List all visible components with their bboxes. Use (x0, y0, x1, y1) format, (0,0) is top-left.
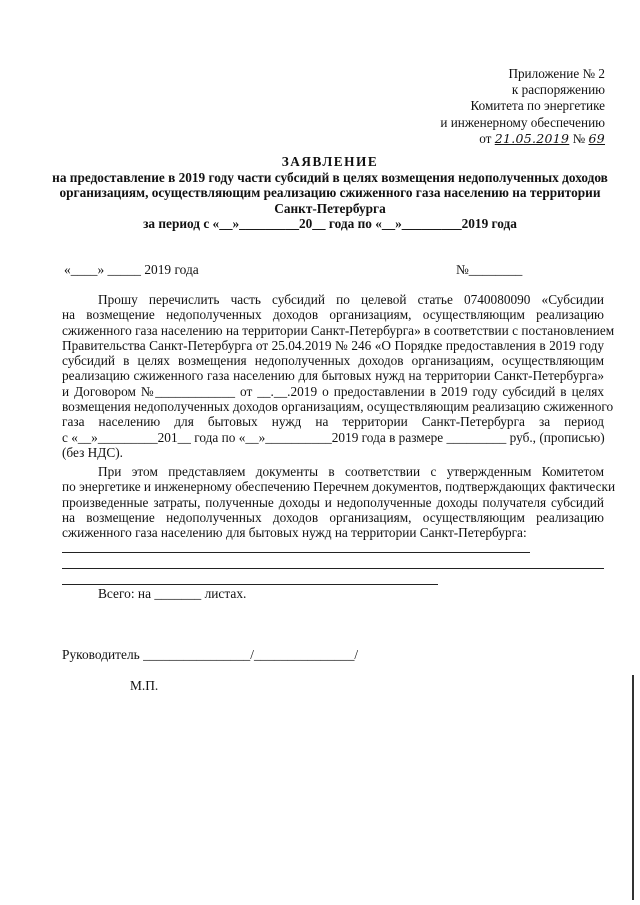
blank-line-1 (62, 552, 530, 553)
stamp-label: М.П. (130, 678, 159, 693)
paragraph-line: сжиженного газа населению на территории Санкт-Петербурга» в соответствии с постановлением (62, 322, 615, 338)
title-period-line: за период с «__»_________20__ года по «__»_________2019 года (143, 216, 517, 231)
scan-edge-line (632, 675, 634, 900)
paragraph-line: по энергетике и инженерному обеспечению Перечнем документов, подтверждающих фактически (62, 479, 616, 495)
appendix-line-committee: Комитета по энергетике (470, 98, 605, 114)
request-paragraph (62, 292, 615, 460)
date-field: «____» _____ 2019 года (64, 262, 199, 277)
paragraph-line: и Договором №____________ от __.__.2019 о предоставлении в 2019 году субсидий в целях (62, 383, 604, 399)
paragraph-line: Правительства Санкт-Петербурга от 25.04.2019 № 246 «О Порядке предоставления в 2019 году (62, 337, 604, 353)
appendix-date-value: 21.05.2019 (494, 130, 570, 146)
paragraph-line: Прошу перечислить часть субсидий по целевой статье 0740080090 «Субсидии (98, 292, 604, 307)
documents-paragraph (62, 464, 616, 541)
paragraph-line: на возмещение недополученных доходов организациям, осуществляющим реализацию (62, 509, 604, 525)
appendix-date-prefix: от (479, 130, 492, 146)
title-heading: ЗАЯВЛЕНИЕ (281, 154, 379, 169)
appendix-number-label: № (572, 130, 586, 146)
paragraph-line: с «__»_________201__ года по «__»__________2019 года в размере _________ руб., (прописью) (62, 429, 605, 445)
appendix-number-value: 69 (588, 130, 605, 146)
appendix-title: Приложение № 2 (508, 66, 605, 81)
appendix-line-engineering: и инженерному обеспечению (440, 114, 605, 130)
paragraph-line: При этом представляем документы в соответствии с утвержденным Комитетом (98, 464, 604, 479)
title-line-2: организациям, осуществляющим реализацию сжиженного газа населению на территории (59, 185, 601, 200)
paragraph-line: на возмещение недополученных доходов организациям, осуществляющим реализацию (62, 307, 604, 323)
blank-line-3 (62, 584, 438, 585)
document-title (50, 154, 610, 232)
number-field: №________ (456, 262, 523, 277)
appendix-header (440, 66, 605, 147)
signature-line: Руководитель ________________/_______________/ (62, 647, 359, 662)
appendix-date-line (440, 131, 605, 147)
paragraph-line: (без НДС). (62, 444, 123, 460)
title-line-3: Санкт-Петербурга (274, 200, 386, 216)
title-line-1: на предоставление в 2019 году части субсидий в целях возмещения недополученных доходов (52, 169, 608, 185)
paragraph-line: субсидий в целях возмещения недополученных доходов организациям, осуществляющим (62, 353, 604, 369)
appendix-line-order: к распоряжению (511, 82, 605, 98)
paragraph-line: сжиженного газа населению для бытовых нужд на территории Санкт-Петербурга: (62, 525, 527, 541)
paragraph-line: газа населению для бытовых нужд на территории Санкт-Петербурга за период (62, 414, 604, 430)
blank-line-2 (62, 568, 604, 569)
total-sheets: Всего: на _______ листах. (98, 586, 247, 601)
paragraph-line: возмещения недополученных доходов организациям, осуществляющим реализацию сжиженного (62, 399, 614, 415)
paragraph-line: произведенные затраты, полученные доходы и недополученные доходы получателя субсидий (62, 494, 604, 510)
paragraph-line: реализацию сжиженного газа населению для бытовых нужд на территории Санкт-Петербурга» (62, 368, 604, 384)
